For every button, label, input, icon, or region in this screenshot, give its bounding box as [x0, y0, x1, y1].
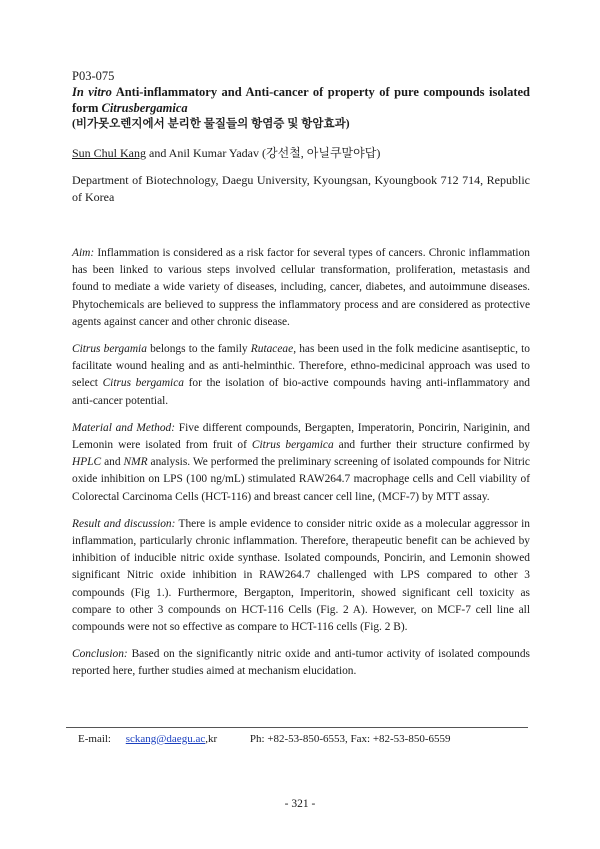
method-species: Citrus bergamica: [251, 439, 334, 452]
intro-text-1: belongs to the family: [146, 343, 251, 356]
page-number: - 321 -: [284, 798, 316, 810]
authors: [72, 145, 530, 161]
email-label: E-mail:: [78, 733, 111, 745]
email-suffix: ,kr: [205, 733, 218, 745]
intro-text-2: , has been used in the folk medicine asantiseptic, to facilitate wound healing and as anti-helminthic. Therefore, ethno-medicinal approach was used to select: [72, 343, 530, 390]
intro-paragraph: [72, 341, 530, 410]
title-main: Anti-inflammatory and Anti-cancer of property of pure compounds isolated form: [72, 85, 530, 115]
aim-label: Aim:: [72, 247, 95, 259]
abstract-title: [72, 84, 530, 116]
abstract-header: [72, 62, 530, 206]
abstract-id: P03-075: [72, 69, 115, 83]
method-text-4: analysis. We performed the preliminary screening of isolated compounds for Nitric oxide inhibition on LPS (100 ng/mL) stimulated RAW264.7 macrophage cells and Cell viability of Colorectal Carcinoma Cells (HCT-116) and breast cancer cell line, (MCF-7) by MTT assay.: [72, 456, 530, 503]
conclusion-label: Conclusion:: [72, 648, 128, 661]
title-korean: (비가못오렌지에서 분리한 물질들의 항염증 및 항암효과): [72, 118, 350, 130]
method-text-1: Five different compounds, Bergapten, Imperatorin, Poncirin, Nariginin, and Lemonin were isolated from fruit of: [72, 421, 530, 452]
intro-text-3: for the isolation of bio-active compounds having anti-inflammatory and anti-cancer potential.: [72, 377, 530, 407]
presenting-author: Sun Chul Kang: [72, 146, 147, 160]
email-link[interactable]: sckang@daegu.ac: [125, 733, 206, 745]
co-authors: and Anil Kumar Yadav (강선철, 아닐쿠말야답): [146, 146, 381, 160]
title-italic-lead: In vitro: [72, 85, 112, 99]
results-label: Result and discussion:: [72, 517, 176, 530]
conclusion-paragraph: [72, 646, 530, 680]
affiliation: Department of Biotechnology, Daegu University, Kyoungsan, Kyoungbook 712 714, Republic of Korea: [72, 173, 530, 204]
results-paragraph: [72, 516, 530, 636]
aim-text: Inflammation is considered as a risk factor for several types of cancers. Chronic inflammation has been linked to various steps involved cellular transformation, proliferation, metastasis and found to mediate a wide variety of diseases, including, cancer, diabetes, and autoimmune diseases. Phytochemicals are believed to suppress the inflammatory process and are considered as protective agents against cancer and other chronic disease.: [72, 247, 530, 328]
method-nmr: NMR: [123, 456, 148, 469]
method-paragraph: [72, 420, 530, 506]
title-italic-tail: Citrusbergamica: [101, 101, 188, 115]
intro-species-2: Citrus bergamica: [102, 377, 184, 390]
aim-paragraph: [72, 245, 530, 331]
intro-species: Citrus bergamia: [72, 343, 147, 356]
results-text: There is ample evidence to consider nitric oxide as a molecular aggressor in inflammation, particularly chronic inflammation. Therefore, therapeutic benefit can be achieved by inhibition of inducible nitric oxide synthase. Isolated compounds, Poncirin, and Lemonin showed significant Nitric oxide inhibition in RAW264.7 challenged with LPS compared to other 3 compounds (Fig 1.). Furthermore, Bergapton, Imperitorin, showed significant cell toxicity as compare to other 3 compounds on HCT-116 Cells (Fig. 2 A). However, on MCF-7 cell line all compounds were not so effective as compare to HCT-116 cells (Fig. 2 B).: [72, 517, 530, 634]
conclusion-text: Based on the significantly nitric oxide and anti-tumor activity of isolated compounds reported here, further studies aimed at mechanism elucidation.: [72, 648, 530, 678]
footer-divider: [66, 727, 528, 728]
method-hplc: HPLC: [72, 456, 102, 469]
method-text-2: and further their structure confirmed by: [333, 439, 530, 452]
contact-footer: [78, 732, 451, 746]
abstract-body: [72, 245, 530, 691]
phone-fax: Ph: +82-53-850-6553, Fax: +82-53-850-6559: [249, 733, 451, 745]
intro-family: Rutaceae: [250, 343, 294, 356]
method-text-3: and: [101, 456, 124, 469]
method-label: Material and Method:: [72, 421, 176, 434]
